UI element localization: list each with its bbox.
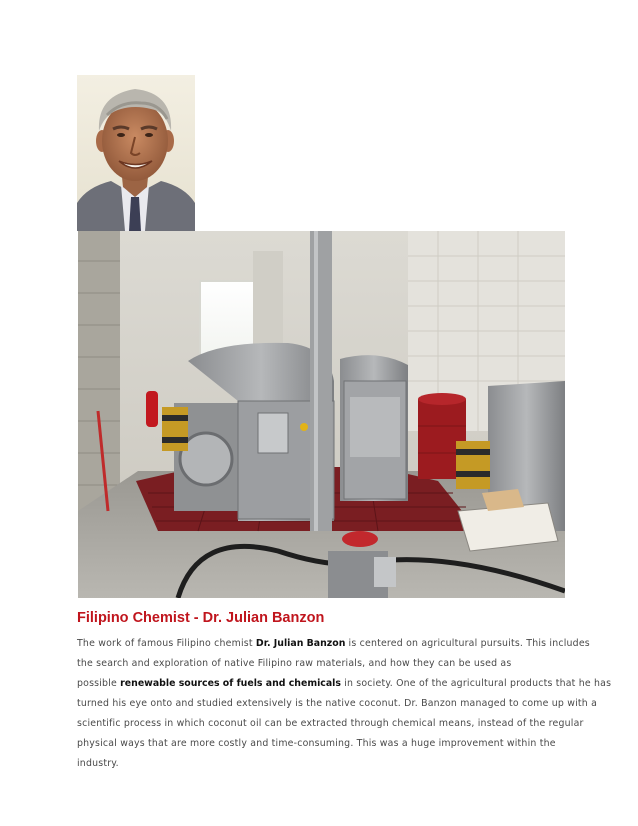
portrait-photo	[77, 75, 195, 231]
paragraph-line-7: industry.	[77, 758, 119, 769]
laboratory-photo	[78, 231, 565, 598]
paragraph-line-3: possible renewable sources of fuels and chemicals in society. One of the agricultural products that he has	[77, 678, 612, 689]
paragraph-line-6: physical ways that are more costly and time-consuming. This was a huge improvement within the	[77, 738, 556, 749]
paragraph-line-5: scientific process in which coconut oil can be extracted through chemical means, instead of the regular	[77, 718, 584, 729]
renewable-sources-link[interactable]: renewable sources of fuels and chemicals	[120, 678, 341, 689]
paragraph-line-2: the search and exploration of native Filipino raw materials, and how they can be used as	[77, 658, 512, 669]
paragraph-line-4: turned his eye onto and studied extensively is the native coconut. Dr. Banzon managed to come up with a	[77, 698, 598, 709]
article-paragraph	[77, 634, 612, 774]
paragraph-line-1: The work of famous Filipino chemist Dr. Julian Banzon is centered on agricultural pursuits. This includes	[77, 638, 590, 649]
article-heading: Filipino Chemist - Dr. Julian Banzon	[77, 610, 325, 626]
person-name-link[interactable]: Dr. Julian Banzon	[255, 638, 346, 649]
